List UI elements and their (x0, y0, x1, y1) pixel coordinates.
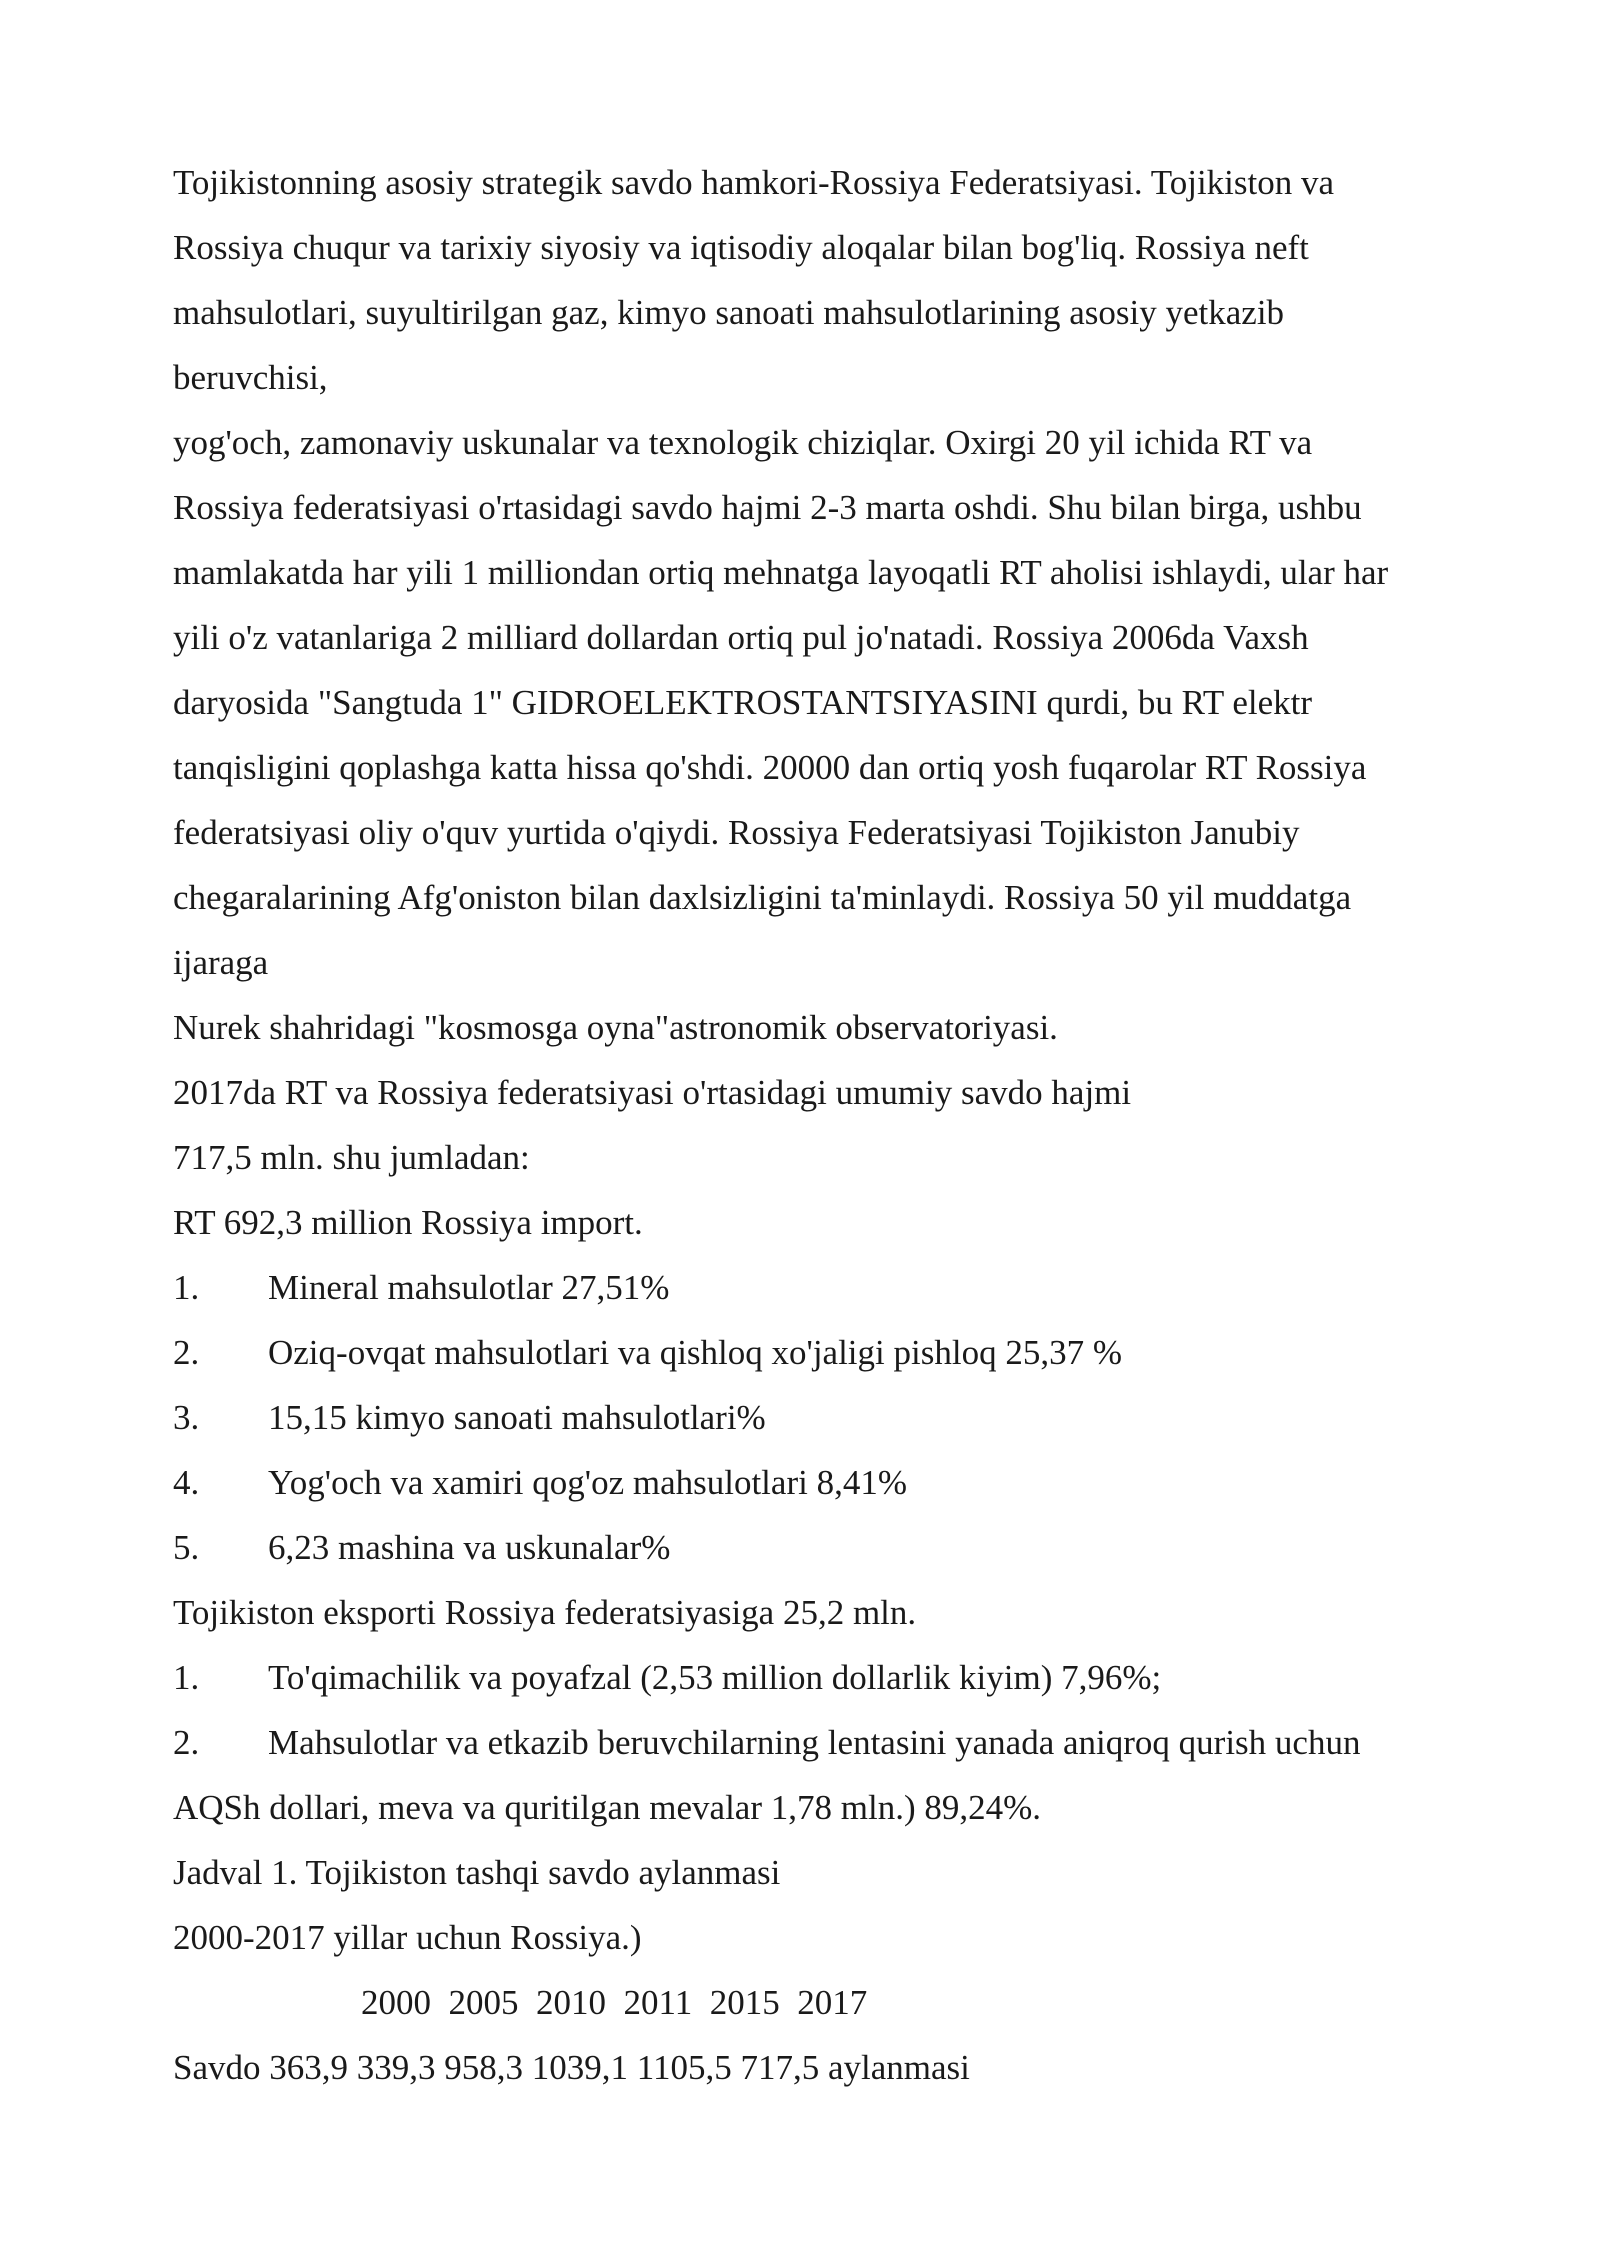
list-text: To'qimachilik va poyafzal (2,53 million dollarlik kiyim) 7,96%; (268, 1658, 1162, 1697)
observatory-line: Nurek shahridagi "kosmosga oyna"astronomik observatoriyasi. (173, 1008, 1058, 1047)
paragraph-line: beruvchisi, (173, 358, 328, 397)
table-years-row: 2000 2005 2010 2011 2015 2017 (361, 1983, 868, 2022)
import-list-item (173, 1385, 1513, 1450)
list-number: 2. (173, 1723, 200, 1762)
paragraph-line: mahsulotlari, suyultirilgan gaz, kimyo sanoati mahsulotlarining asosiy yetkazib (173, 293, 1285, 332)
export-list-item (173, 1710, 1513, 1775)
list-text: 6,23 mashina va uskunalar% (268, 1528, 671, 1567)
document-body (173, 150, 1513, 2100)
import-list-item (173, 1320, 1513, 1385)
paragraph-line: federatsiyasi oliy o'quv yurtida o'qiydi. Rossiya Federatsiyasi Tojikiston Janubiy (173, 813, 1300, 852)
export-continuation-line: AQSh dollari, meva va quritilgan mevalar 1,78 mln.) 89,24%. (173, 1788, 1042, 1827)
import-list-item (173, 1515, 1513, 1580)
paragraph-line: tanqisligini qoplashga katta hissa qo'shdi. 20000 dan ortiq yosh fuqarolar RT Rossiya (173, 748, 1367, 787)
list-number: 1. (173, 1658, 200, 1697)
paragraph-line: Tojikistonning asosiy strategik savdo hamkori-Rossiya Federatsiyasi. Tojikiston va (173, 163, 1335, 202)
list-number: 4. (173, 1463, 200, 1502)
table-values-row: Savdo 363,9 339,3 958,3 1039,1 1105,5 717,5 aylanmasi (173, 2048, 970, 2087)
paragraph-line: ijaraga (173, 943, 269, 982)
paragraph-line: chegaralarining Afg'oniston bilan daxlsizligini ta'minlaydi. Rossiya 50 yil muddatga (173, 878, 1352, 917)
list-text: Mineral mahsulotlar 27,51% (268, 1268, 670, 1307)
paragraph-line: daryosida "Sangtuda 1" GIDROELEKTROSTANTSIYASINI qurdi, bu RT elektr (173, 683, 1313, 722)
paragraph-line: yili o'z vatanlariga 2 milliard dollardan ortiq pul jo'natadi. Rossiya 2006da Vaxsh (173, 618, 1309, 657)
import-list-item (173, 1450, 1513, 1515)
table-caption-line: 2000-2017 yillar uchun Rossiya.) (173, 1918, 642, 1957)
export-list-item (173, 1645, 1513, 1710)
trade-intro-line: 2017da RT va Rossiya federatsiyasi o'rtasidagi umumiy savdo hajmi (173, 1073, 1132, 1112)
list-text: Yog'och va xamiri qog'oz mahsulotlari 8,41% (268, 1463, 907, 1502)
paragraph-line: yog'och, zamonaviy uskunalar va texnologik chiziqlar. Oxirgi 20 yil ichida RT va (173, 423, 1313, 462)
paragraph-line: Rossiya chuqur va tarixiy siyosiy va iqtisodiy aloqalar bilan bog'liq. Rossiya neft (173, 228, 1309, 267)
list-text: Mahsulotlar va etkazib beruvchilarning lentasini yanada aniqroq qurish uchun (268, 1723, 1361, 1762)
import-list-item (173, 1255, 1513, 1320)
list-number: 1. (173, 1268, 200, 1307)
export-intro-line: Tojikiston eksporti Rossiya federatsiyasiga 25,2 mln. (173, 1593, 917, 1632)
trade-intro-line: 717,5 mln. shu jumladan: (173, 1138, 530, 1177)
trade-intro-line: RT 692,3 million Rossiya import. (173, 1203, 643, 1242)
list-number: 2. (173, 1333, 200, 1372)
list-text: 15,15 kimyo sanoati mahsulotlari% (268, 1398, 766, 1437)
list-number: 5. (173, 1528, 200, 1567)
paragraph-line: Rossiya federatsiyasi o'rtasidagi savdo hajmi 2-3 marta oshdi. Shu bilan birga, ushbu (173, 488, 1362, 527)
paragraph-line: mamlakatda har yili 1 milliondan ortiq mehnatga layoqatli RT aholisi ishlaydi, ular har (173, 553, 1389, 592)
list-text: Oziq-ovqat mahsulotlari va qishloq xo'jaligi pishloq 25,37 % (268, 1333, 1122, 1372)
list-number: 3. (173, 1398, 200, 1437)
table-caption-line: Jadval 1. Tojikiston tashqi savdo aylanmasi (173, 1853, 781, 1892)
